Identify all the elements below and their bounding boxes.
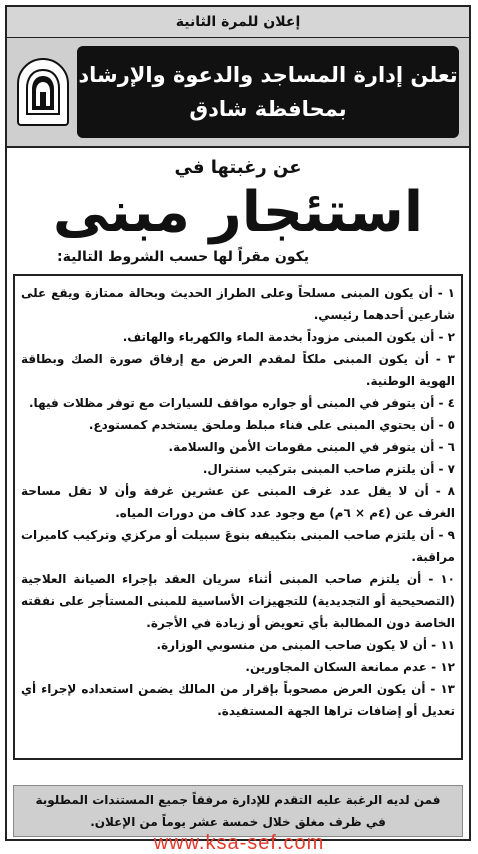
footer-line-2: في ظرف مغلق خلال خمسة عشر يوماً من الإعلان. [90, 815, 386, 829]
headline-subline: يكون مقراً لها حسب الشروط التالية: [57, 249, 309, 265]
term-item: ٢ - أن يكون المبنى مزوداً بخدمة الماء والكهرباء والهاتف. [122, 330, 455, 344]
top-label: إعلان للمرة الثانية [7, 7, 469, 38]
term-item: ١٣ - أن يكون العرض مصحوباً بإقرار من المالك يضمن استعداده لإجراء أي تعديل أو إضافات تراها الجهة المستفيدة. [21, 682, 455, 718]
watermark-url: www.ksa-sef.com [153, 832, 325, 854]
footer-line-1: فمن لديه الرغبة عليه التقدم للإدارة مرفقاً جميع المستندات المطلوبة [35, 793, 441, 807]
terms-list [13, 274, 463, 760]
advertisement [5, 5, 471, 841]
mosque-emblem-icon [17, 58, 69, 126]
term-item: ١٢ - عدم ممانعة السكان المجاورين. [245, 660, 455, 674]
term-item: ١ - أن يكون المبنى مسلحاً وعلى الطراز الحديث وبحالة ممتازة ويقع على شارعين أحدهما رئيسي. [21, 286, 455, 322]
term-item: ١٠ - أن يلتزم صاحب المبنى أثناء سريان العقد بإجراء الصيانة العلاجية (التصحيحية أو التجديدية) للتجهيزات الأساسية للمبنى المستأجر على نفقته الخاصة دون المطالبة بأي تعويض أو زيادة في الأجرة. [21, 572, 455, 630]
term-item: ١١ - أن لا يكون صاحب المبنى من منسوبي الوزارة. [156, 638, 455, 652]
term-item: ٨ - أن لا يقل عدد غرف المبنى عن عشرين غرفة وأن لا تقل مساحة الغرف عن (٤م × ٦م) مع وجود عدد كاف من دورات المياه. [21, 484, 455, 520]
footer-note [13, 785, 463, 837]
term-item: ٦ - أن يتوفر في المبنى مقومات الأمن والسلامة. [168, 440, 455, 454]
banner-line-1: تعلن إدارة المساجد والدعوة والإرشاد [78, 63, 458, 87]
term-item: ٤ - أن يتوفر في المبنى أو جواره مواقف للسيارات مع توفر مظلات فيها. [29, 396, 455, 410]
term-item: ٥ - أن يحتوي المبنى على فناء مبلط وملحق يستخدم كمستودع. [88, 418, 455, 432]
term-item: ٧ - أن يلتزم صاحب المبنى بتركيب سنترال. [202, 462, 455, 476]
headline-title: استئجار مبنى [52, 180, 424, 245]
term-item: ٩ - أن يلتزم صاحب المبنى بتكييفه بنوعَ سبيلت أو مركزي وتركيب كاميرات مراقبة. [21, 528, 455, 564]
banner-line-2: بمحافظة شادق [189, 97, 347, 121]
banner-title-box [77, 46, 459, 138]
banner [7, 38, 469, 148]
headline-lead: عن رغبتها في [174, 157, 302, 178]
term-item: ٣ - أن يكون المبنى ملكاً لمقدم العرض مع إرفاق صورة الصك وبطاقة الهوية الوطنية. [21, 352, 455, 388]
